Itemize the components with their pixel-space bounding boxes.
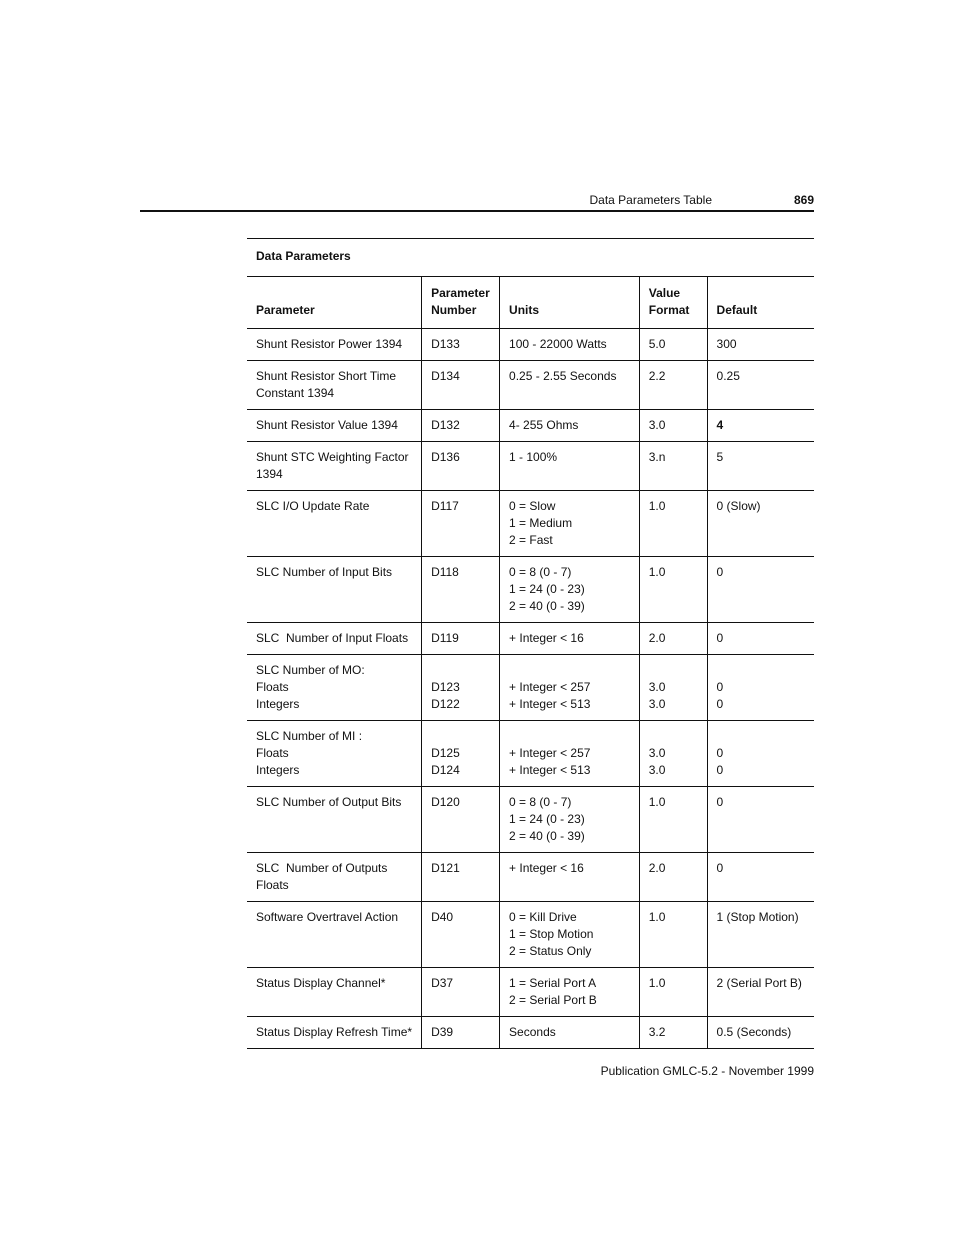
table-title-row [247, 239, 814, 277]
cell-text: Floats [256, 680, 289, 694]
table-row [247, 442, 814, 491]
cell-text: SLC Number of MO: [256, 663, 365, 677]
cell-text: 0 [716, 631, 724, 645]
cell-text: 0 [716, 680, 724, 694]
cell-text: + Integer < 16 [509, 631, 584, 645]
cell-text: D122 [431, 697, 460, 711]
data-parameters-table [247, 238, 814, 1049]
column-header-text: Parameter [431, 286, 490, 300]
cell-default [707, 329, 814, 361]
cell-value-format [639, 721, 707, 787]
cell-default [707, 655, 814, 721]
table-header-row [247, 277, 814, 329]
cell-value-format [639, 491, 707, 557]
cell-units [500, 1017, 640, 1049]
cell-value-format [639, 1017, 707, 1049]
cell-text: 0 = 8 (0 - 7) [509, 565, 572, 579]
cell-text: Software Overtravel Action [256, 910, 399, 924]
cell-parameter [247, 968, 422, 1017]
cell-value-format [639, 655, 707, 721]
cell-text [509, 662, 630, 679]
cell-text: 2 = Serial Port B [509, 993, 597, 1007]
cell-text: 2 = Fast [509, 533, 553, 547]
cell-text: SLC I/O Update Rate [256, 499, 370, 513]
table-row [247, 491, 814, 557]
cell-units [500, 902, 640, 968]
cell-text: 2 (Serial Port B) [716, 976, 802, 990]
cell-text: 0 (Slow) [716, 499, 761, 513]
cell-text: 2 = 40 (0 - 39) [509, 599, 585, 613]
cell-parameter-number [422, 902, 500, 968]
cell-parameter [247, 557, 422, 623]
cell-text: 1 = Stop Motion [509, 927, 594, 941]
running-header [140, 191, 814, 210]
cell-text: 2.0 [648, 861, 666, 875]
column-header-text: Number [431, 303, 477, 317]
cell-text: D39 [431, 1025, 454, 1039]
table-row [247, 329, 814, 361]
cell-text: 0 [716, 565, 724, 579]
cell-parameter-number [422, 442, 500, 491]
cell-text [509, 728, 630, 745]
table-row [247, 902, 814, 968]
cell-parameter [247, 361, 422, 410]
cell-text: 4 [716, 418, 724, 432]
cell-text: 1 (Stop Motion) [716, 910, 799, 924]
table-row [247, 721, 814, 787]
table-row [247, 787, 814, 853]
cell-text: Floats [256, 878, 289, 892]
table-row [247, 1017, 814, 1049]
cell-value-format [639, 968, 707, 1017]
cell-units [500, 410, 640, 442]
cell-text: 0 [716, 746, 724, 760]
cell-text: 3.2 [648, 1025, 666, 1039]
cell-text: 1.0 [648, 795, 666, 809]
cell-text: + Integer < 513 [509, 697, 591, 711]
cell-text: 1 = Medium [509, 516, 573, 530]
cell-text: 0 = 8 (0 - 7) [509, 795, 572, 809]
cell-text: Constant 1394 [256, 386, 335, 400]
cell-text [649, 662, 698, 679]
cell-units [500, 491, 640, 557]
table-row [247, 623, 814, 655]
cell-default [707, 721, 814, 787]
cell-text: Seconds [509, 1025, 556, 1039]
cell-value-format [639, 853, 707, 902]
cell-text: 1 = 24 (0 - 23) [509, 582, 585, 596]
cell-parameter-number [422, 491, 500, 557]
cell-default [707, 491, 814, 557]
cell-default [707, 853, 814, 902]
cell-text: + Integer < 513 [509, 763, 591, 777]
cell-parameter [247, 623, 422, 655]
table-row [247, 410, 814, 442]
cell-text: D117 [431, 499, 459, 513]
cell-text: 1.0 [648, 910, 666, 924]
publication-footer: Publication GMLC-5.2 - November 1999 [600, 1064, 814, 1078]
table-row [247, 968, 814, 1017]
cell-text: D120 [431, 795, 460, 809]
cell-text: 5 [716, 450, 724, 464]
cell-text: Shunt Resistor Short Time [256, 369, 397, 383]
cell-text: 0 [716, 763, 724, 777]
cell-text: D134 [431, 369, 460, 383]
cell-units [500, 361, 640, 410]
cell-text: Shunt Resistor Value 1394 [256, 418, 398, 432]
cell-text: 100 - 22000 Watts [509, 337, 607, 351]
cell-default [707, 361, 814, 410]
cell-parameter [247, 329, 422, 361]
cell-text: 300 [716, 337, 737, 351]
cell-parameter-number [422, 721, 500, 787]
cell-text: Integers [256, 763, 300, 777]
cell-text: + Integer < 257 [509, 680, 591, 694]
cell-text [717, 728, 805, 745]
cell-parameter [247, 902, 422, 968]
cell-parameter-number [422, 361, 500, 410]
cell-text: 3.0 [648, 697, 666, 711]
column-header-parameter-number [422, 277, 500, 329]
column-header-text: Units [509, 303, 540, 317]
cell-text: D123 [431, 680, 460, 694]
cell-parameter-number [422, 968, 500, 1017]
cell-parameter [247, 721, 422, 787]
cell-parameter [247, 442, 422, 491]
cell-text: SLC Number of Input Bits [256, 565, 393, 579]
cell-text: D121 [431, 861, 460, 875]
cell-value-format [639, 902, 707, 968]
cell-text: D124 [431, 763, 460, 777]
cell-default [707, 787, 814, 853]
cell-text: 4- 255 Ohms [509, 418, 579, 432]
cell-units [500, 329, 640, 361]
cell-text: 0.25 - 2.55 Seconds [509, 369, 617, 383]
cell-parameter [247, 491, 422, 557]
cell-value-format [639, 442, 707, 491]
cell-text: 3.0 [648, 680, 666, 694]
cell-text: 2.0 [648, 631, 666, 645]
table-row [247, 557, 814, 623]
cell-text: SLC Number of Outputs [256, 861, 388, 875]
column-header-text: Value [648, 286, 681, 300]
cell-text: 3.0 [648, 763, 666, 777]
cell-text: 1.0 [648, 565, 666, 579]
cell-value-format [639, 410, 707, 442]
cell-text: 1.0 [648, 499, 666, 513]
cell-text: 1.0 [648, 976, 666, 990]
page-number: 869 [793, 193, 814, 207]
table-title: Data Parameters [247, 239, 814, 277]
cell-units [500, 787, 640, 853]
cell-text: 0.25 [716, 369, 740, 383]
cell-text: D133 [431, 337, 460, 351]
cell-parameter-number [422, 1017, 500, 1049]
cell-default [707, 968, 814, 1017]
cell-units [500, 721, 640, 787]
cell-parameter-number [422, 557, 500, 623]
cell-text: 2 = Status Only [509, 944, 592, 958]
cell-text: 2 = 40 (0 - 39) [509, 829, 585, 843]
cell-text [431, 728, 490, 745]
cell-text: 3.0 [648, 418, 666, 432]
cell-parameter [247, 787, 422, 853]
cell-text: 1 - 100% [509, 450, 558, 464]
cell-text: D125 [431, 746, 460, 760]
cell-text: SLC Number of Input Floats [256, 631, 409, 645]
cell-text: 0 = Kill Drive [509, 910, 577, 924]
cell-text: Status Display Refresh Time* [256, 1025, 413, 1039]
cell-units [500, 442, 640, 491]
cell-text: SLC Number of MI : [256, 729, 363, 743]
cell-text: SLC Number of Output Bits [256, 795, 402, 809]
cell-text: 5.0 [648, 337, 666, 351]
cell-units [500, 623, 640, 655]
cell-text: 0 [716, 795, 724, 809]
cell-units [500, 968, 640, 1017]
section-title: Data Parameters Table [589, 193, 712, 207]
column-header-parameter [247, 277, 422, 329]
table-row [247, 361, 814, 410]
header-rule [140, 210, 814, 212]
cell-text: Integers [256, 697, 300, 711]
cell-default [707, 410, 814, 442]
cell-text: D119 [431, 631, 459, 645]
column-header-text: Parameter [256, 303, 315, 317]
cell-text: 3.0 [648, 746, 666, 760]
cell-text: 1394 [256, 467, 283, 481]
table-row [247, 853, 814, 902]
cell-default [707, 557, 814, 623]
cell-parameter-number [422, 787, 500, 853]
cell-text: 0 [716, 697, 724, 711]
column-header-text: Default [716, 303, 758, 317]
cell-text: 0 [716, 861, 724, 875]
cell-parameter-number [422, 410, 500, 442]
cell-text: D118 [431, 565, 459, 579]
cell-text: Floats [256, 746, 289, 760]
cell-parameter-number [422, 655, 500, 721]
column-header-value-format [639, 277, 707, 329]
cell-units [500, 557, 640, 623]
cell-default [707, 442, 814, 491]
cell-parameter-number [422, 853, 500, 902]
cell-value-format [639, 557, 707, 623]
cell-parameter [247, 1017, 422, 1049]
column-header-text: Format [648, 303, 690, 317]
cell-text: Status Display Channel* [256, 976, 386, 990]
cell-text [717, 662, 805, 679]
cell-parameter [247, 655, 422, 721]
cell-text: D40 [431, 910, 454, 924]
cell-text: 0.5 (Seconds) [716, 1025, 792, 1039]
cell-text: + Integer < 16 [509, 861, 584, 875]
cell-parameter [247, 410, 422, 442]
cell-parameter-number [422, 623, 500, 655]
cell-text: 0 = Slow [509, 499, 556, 513]
table-row [247, 655, 814, 721]
cell-text: D132 [431, 418, 460, 432]
cell-value-format [639, 329, 707, 361]
cell-text [431, 662, 490, 679]
cell-parameter-number [422, 329, 500, 361]
cell-text: 3.n [648, 450, 666, 464]
cell-value-format [639, 361, 707, 410]
cell-text: D37 [431, 976, 454, 990]
cell-default [707, 902, 814, 968]
cell-default [707, 623, 814, 655]
cell-text: + Integer < 257 [509, 746, 591, 760]
cell-text: 1 = Serial Port A [509, 976, 597, 990]
cell-text: 1 = 24 (0 - 23) [509, 812, 585, 826]
cell-text: 2.2 [648, 369, 666, 383]
column-header-units [500, 277, 640, 329]
cell-units [500, 853, 640, 902]
cell-value-format [639, 787, 707, 853]
cell-text [649, 728, 698, 745]
cell-parameter [247, 853, 422, 902]
cell-default [707, 1017, 814, 1049]
cell-units [500, 655, 640, 721]
cell-text: Shunt Resistor Power 1394 [256, 337, 403, 351]
cell-text: Shunt STC Weighting Factor [256, 450, 409, 464]
column-header-default [707, 277, 814, 329]
cell-text: D136 [431, 450, 460, 464]
cell-value-format [639, 623, 707, 655]
